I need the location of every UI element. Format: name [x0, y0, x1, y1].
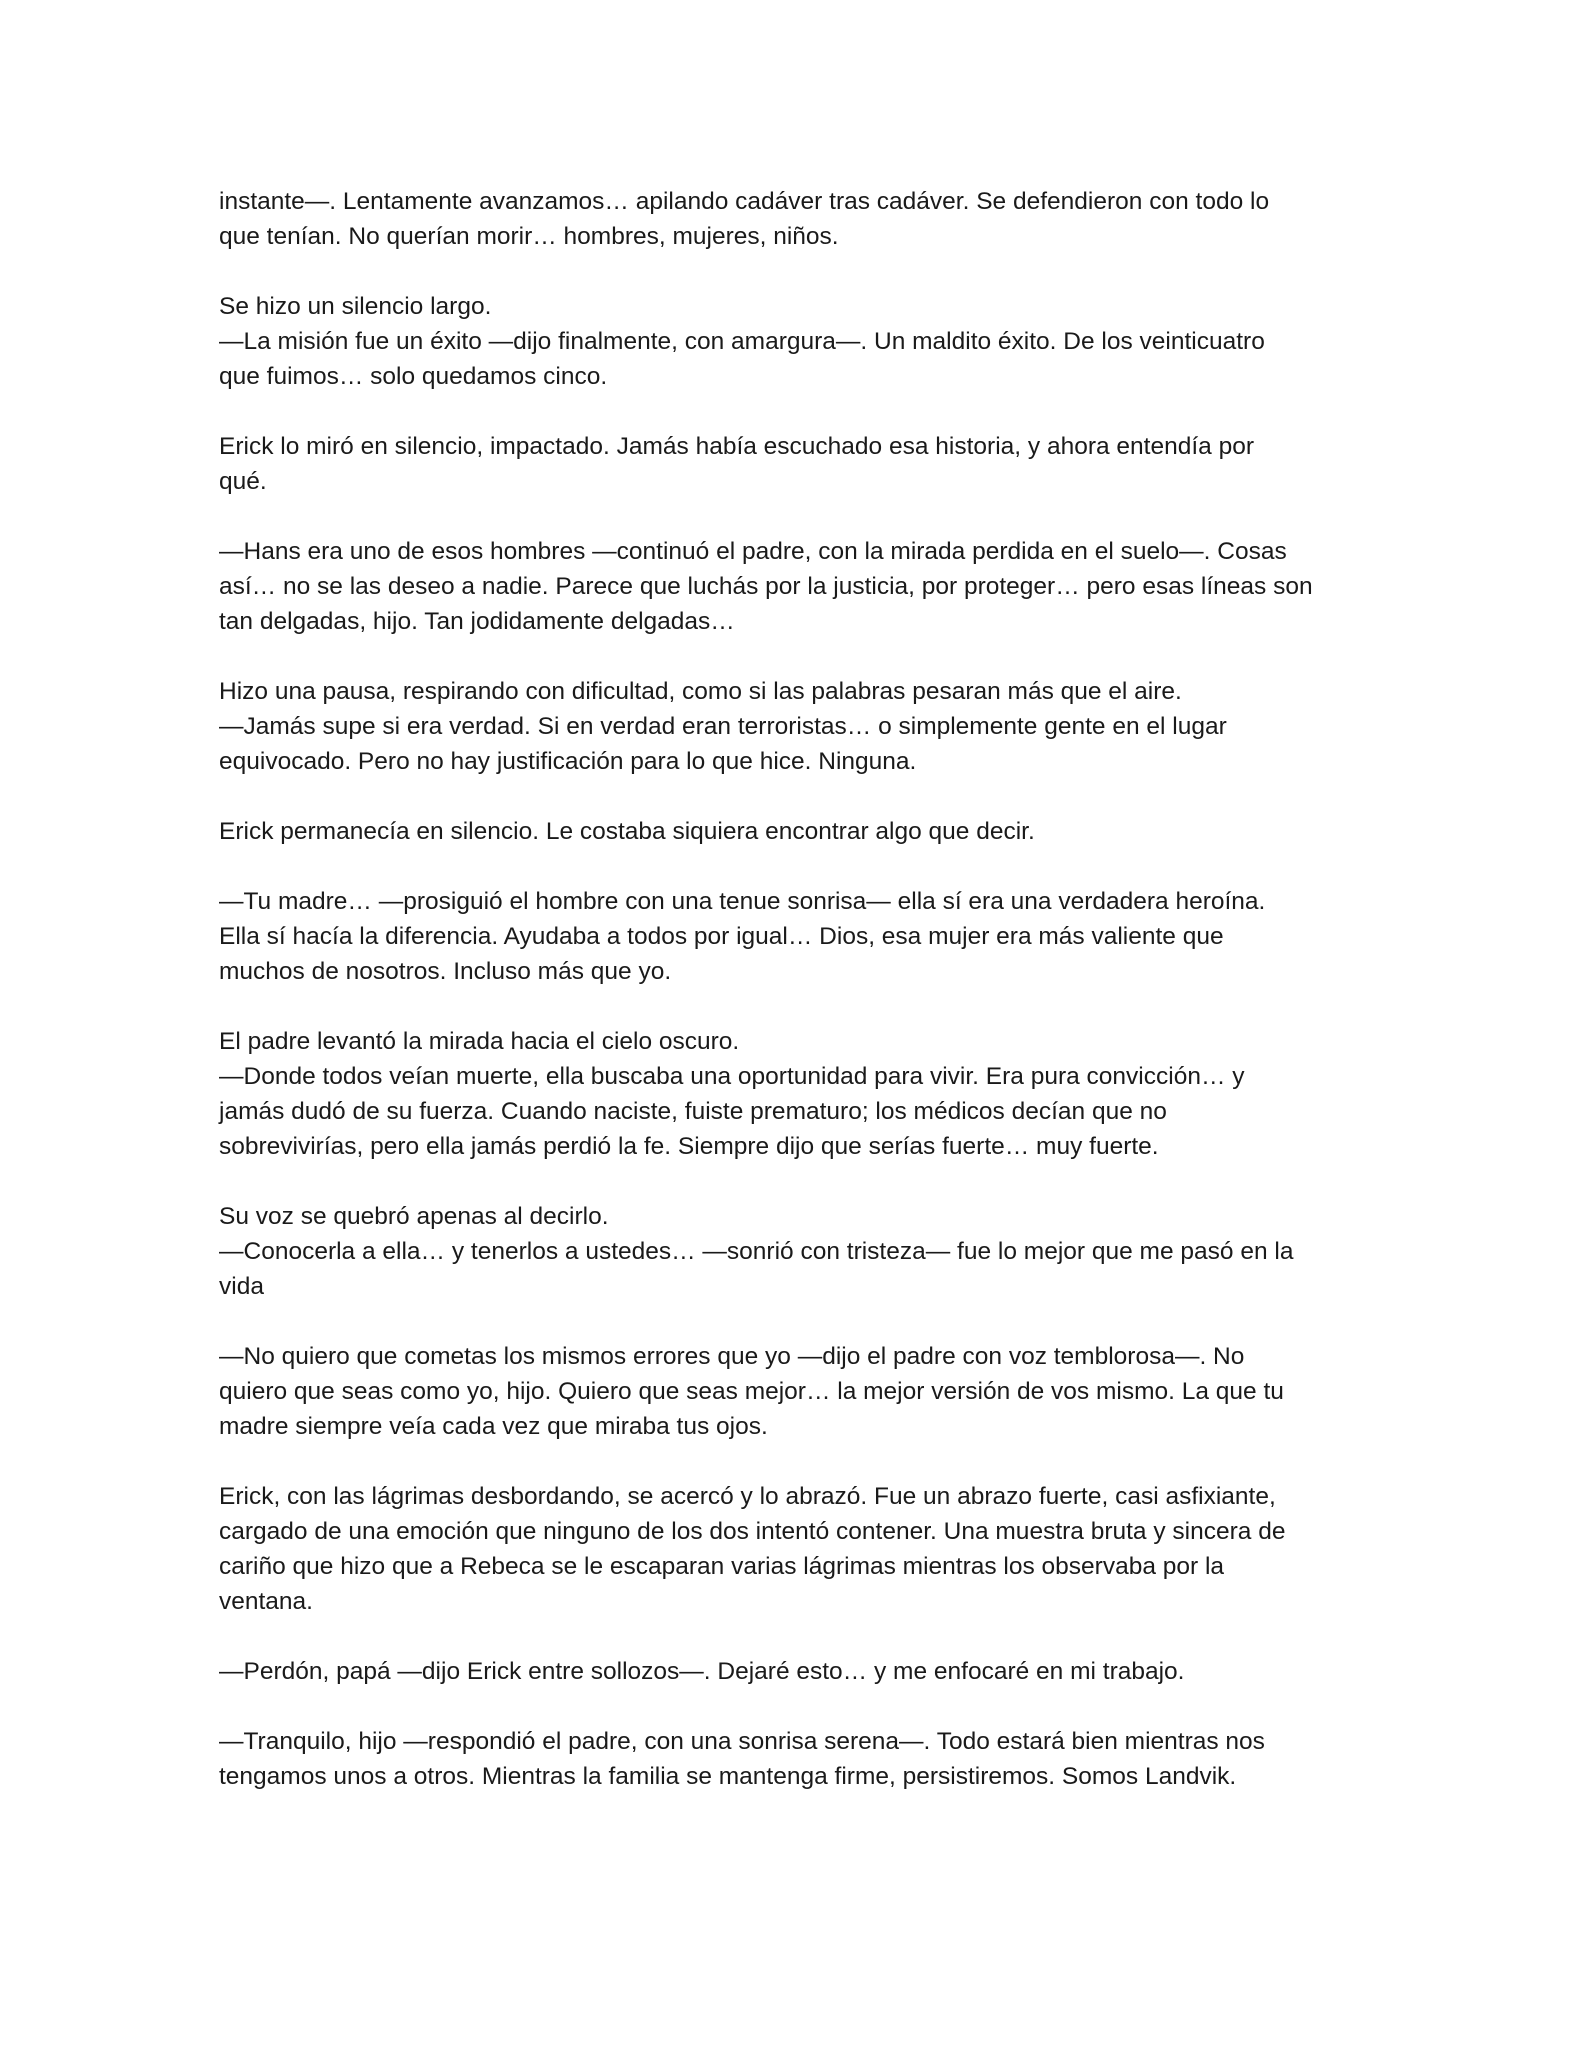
- text-line: Erick, con las lágrimas desbordando, se acercó y lo abrazó. Fue un abrazo fuerte, casi asfixiante,: [219, 1483, 1276, 1510]
- paragraph: [219, 674, 1379, 779]
- paragraph: [219, 534, 1379, 639]
- text-line: —Tranquilo, hijo —respondió el padre, con una sonrisa serena—. Todo estará bien mientras nos: [219, 1728, 1265, 1755]
- text-line: —Conocerla a ella… y tenerlos a ustedes… —sonrió con tristeza— fue lo mejor que me pasó en la: [219, 1238, 1294, 1265]
- text-line: Se hizo un silencio largo.: [219, 293, 492, 320]
- text-line: sobrevivirías, pero ella jamás perdió la fe. Siempre dijo que serías fuerte… muy fuerte.: [219, 1133, 1159, 1160]
- text-line: vida: [219, 1273, 264, 1300]
- text-line: —Hans era uno de esos hombres —continuó el padre, con la mirada perdida en el suelo—. Cosas: [219, 538, 1287, 565]
- text-line: tan delgadas, hijo. Tan jodidamente delgadas…: [219, 608, 735, 635]
- document-body: [219, 184, 1379, 1829]
- text-line: —Jamás supe si era verdad. Si en verdad eran terroristas… o simplemente gente en el lugar: [219, 713, 1227, 740]
- text-line: cargado de una emoción que ninguno de los dos intentó contener. Una muestra bruta y sincera de: [219, 1518, 1286, 1545]
- paragraph: [219, 1479, 1379, 1619]
- text-line: Ella sí hacía la diferencia. Ayudaba a todos por igual… Dios, esa mujer era más valiente que: [219, 923, 1224, 950]
- paragraph: [219, 1339, 1379, 1444]
- text-line: ventana.: [219, 1588, 313, 1615]
- paragraph: [219, 184, 1379, 254]
- text-line: jamás dudó de su fuerza. Cuando naciste, fuiste prematuro; los médicos decían que no: [219, 1098, 1167, 1125]
- paragraph: [219, 1024, 1379, 1164]
- text-line: madre siempre veía cada vez que miraba tus ojos.: [219, 1413, 768, 1440]
- text-line: muchos de nosotros. Incluso más que yo.: [219, 958, 672, 985]
- text-line: así… no se las deseo a nadie. Parece que luchás por la justicia, por proteger… pero esas líneas son: [219, 573, 1313, 600]
- text-line: —Perdón, papá —dijo Erick entre sollozos—. Dejaré esto… y me enfocaré en mi trabajo.: [219, 1658, 1185, 1685]
- paragraph: [219, 289, 1379, 394]
- text-line: Erick lo miró en silencio, impactado. Jamás había escuchado esa historia, y ahora entendía por: [219, 433, 1255, 460]
- text-line: Hizo una pausa, respirando con dificultad, como si las palabras pesaran más que el aire.: [219, 678, 1182, 705]
- text-line: tengamos unos a otros. Mientras la familia se mantenga firme, persistiremos. Somos Landvik.: [219, 1763, 1237, 1790]
- paragraph: [219, 1724, 1379, 1794]
- text-line: Erick permanecía en silencio. Le costaba siquiera encontrar algo que decir.: [219, 818, 1035, 845]
- text-line: que tenían. No querían morir… hombres, mujeres, niños.: [219, 223, 839, 250]
- text-line: —Tu madre… —prosiguió el hombre con una tenue sonrisa— ella sí era una verdadera heroína.: [219, 888, 1266, 915]
- paragraph: [219, 1654, 1379, 1689]
- text-line: equivocado. Pero no hay justificación para lo que hice. Ninguna.: [219, 748, 917, 775]
- paragraph: [219, 1199, 1379, 1304]
- text-line: Su voz se quebró apenas al decirlo.: [219, 1203, 609, 1230]
- paragraph: [219, 884, 1379, 989]
- text-line: qué.: [219, 468, 267, 495]
- paragraph: [219, 814, 1379, 849]
- text-line: cariño que hizo que a Rebeca se le escaparan varias lágrimas mientras los observaba por la: [219, 1553, 1225, 1580]
- text-line: —La misión fue un éxito —dijo finalmente, con amargura—. Un maldito éxito. De los veinticuatro: [219, 328, 1265, 355]
- text-line: —No quiero que cometas los mismos errores que yo —dijo el padre con voz temblorosa—. No: [219, 1343, 1245, 1370]
- text-line: —Donde todos veían muerte, ella buscaba una oportunidad para vivir. Era pura convicción… y: [219, 1063, 1245, 1090]
- text-line: El padre levantó la mirada hacia el cielo oscuro.: [219, 1028, 740, 1055]
- text-line: quiero que seas como yo, hijo. Quiero que seas mejor… la mejor versión de vos mismo. La que tu: [219, 1378, 1284, 1405]
- text-line: que fuimos… solo quedamos cinco.: [219, 363, 608, 390]
- paragraph: [219, 429, 1379, 499]
- text-line: instante—. Lentamente avanzamos… apilando cadáver tras cadáver. Se defendieron con todo lo: [219, 188, 1270, 215]
